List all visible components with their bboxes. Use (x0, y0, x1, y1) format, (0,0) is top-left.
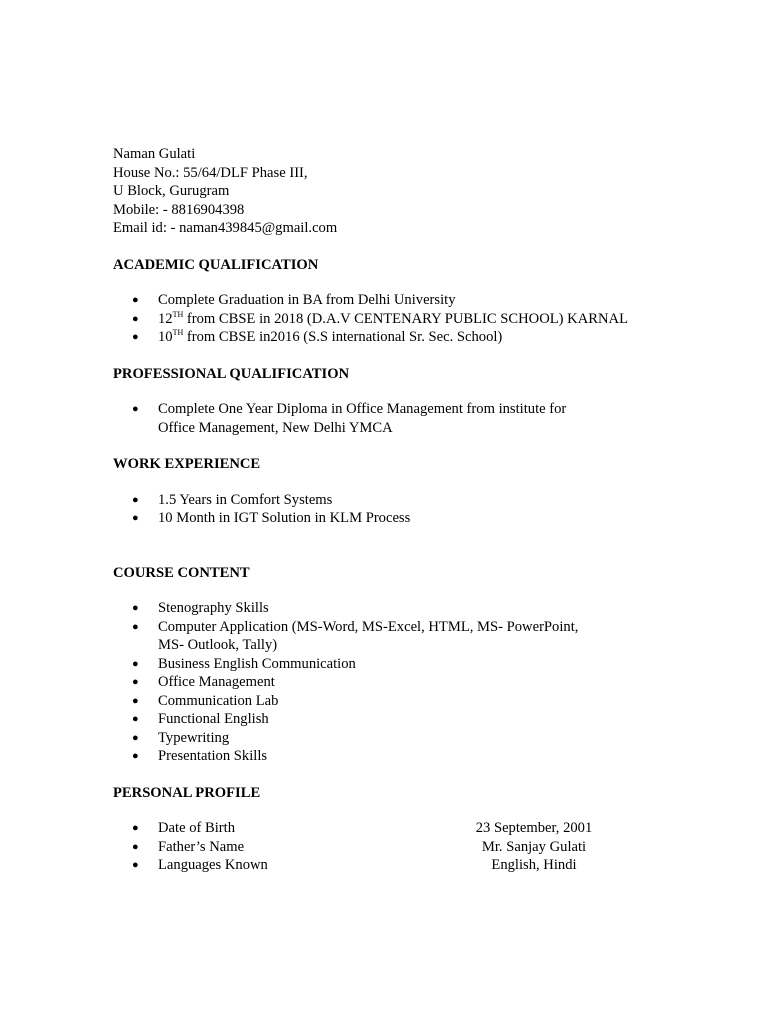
bullet-icon: ● (132, 750, 139, 762)
bullet-icon: ● (132, 859, 139, 871)
bullet-icon: ● (132, 676, 139, 688)
bullet-icon: ● (132, 493, 139, 506)
personal-list (113, 819, 673, 875)
list-item: ● 10 Month in IGT Solution in KLM Process (132, 510, 411, 526)
bullet-icon: ● (132, 403, 139, 415)
contact-block (113, 145, 673, 238)
list-item: ● Complete One Year Diploma in Office Management from institute for Office Management, New Delhi YMCA (132, 401, 567, 436)
bullet-icon: ● (132, 694, 139, 707)
profile-value: 23 September, 2001 (475, 820, 593, 836)
bullet-icon: ● (132, 331, 139, 343)
list-item: ● Computer Application (MS-Word, MS-Excel, HTML, MS- PowerPoint, MS- Outlook, Tally) (132, 618, 579, 653)
list-item: ● 1.5 Years in Comfort Systems (132, 491, 333, 508)
list-item: ● Typewriting (132, 729, 230, 746)
resume-document (113, 145, 673, 875)
list-item: ● 10TH from CBSE in2016 (S.S international Sr. Sec. School) (132, 328, 503, 345)
bullet-icon: ● (132, 294, 139, 306)
academic-list (113, 291, 673, 347)
list-item: ● Presentation Skills (132, 748, 268, 764)
bullet-icon: ● (132, 822, 139, 834)
mobile-number: Mobile: - 8816904398 (113, 201, 245, 218)
bullet-icon: ● (132, 840, 139, 853)
profile-value: Mr. Sanjay Gulati (481, 838, 587, 855)
course-list (113, 599, 673, 766)
profile-row-father (113, 838, 673, 857)
email-address: Email id: - naman439845@gmail.com (113, 220, 338, 236)
applicant-name: Naman Gulati (113, 146, 196, 162)
professional-heading: PROFESSIONAL QUALIFICATION (113, 365, 350, 382)
bullet-icon: ● (132, 602, 139, 614)
profile-row-languages (113, 856, 673, 875)
list-item: ● Office Management (132, 674, 275, 690)
list-item: ● Stenography Skills (132, 600, 269, 616)
list-item: ● 12TH from CBSE in 2018 (D.A.V CENTENARY PUBLIC SCHOOL) KARNAL (132, 309, 628, 327)
bullet-icon: ● (132, 657, 139, 670)
course-heading: COURSE CONTENT (113, 564, 250, 581)
list-item: ● Functional English (132, 711, 269, 727)
professional-list (113, 400, 673, 437)
bullet-icon: ● (132, 512, 139, 524)
academic-heading: ACADEMIC QUALIFICATION (113, 256, 319, 273)
list-item: ● Business English Communication (132, 655, 356, 672)
bullet-icon: ● (132, 731, 139, 744)
personal-heading: PERSONAL PROFILE (113, 784, 261, 801)
profile-label: Father’s Name (158, 838, 245, 855)
bullet-icon: ● (132, 713, 139, 725)
address-line-1: House No.: 55/64/DLF Phase III, (113, 164, 308, 181)
bullet-icon: ● (132, 312, 139, 325)
list-item: ● Complete Graduation in BA from Delhi University (132, 292, 456, 308)
list-item: ● Communication Lab (132, 692, 279, 709)
work-list (113, 491, 673, 528)
profile-label: Date of Birth (158, 820, 236, 836)
bullet-icon: ● (132, 620, 139, 633)
work-heading: WORK EXPERIENCE (113, 456, 261, 472)
profile-row-dob (113, 819, 673, 838)
profile-label: Languages Known (158, 857, 268, 873)
address-line-2: U Block, Gurugram (113, 183, 230, 199)
profile-value: English, Hindi (491, 857, 577, 873)
